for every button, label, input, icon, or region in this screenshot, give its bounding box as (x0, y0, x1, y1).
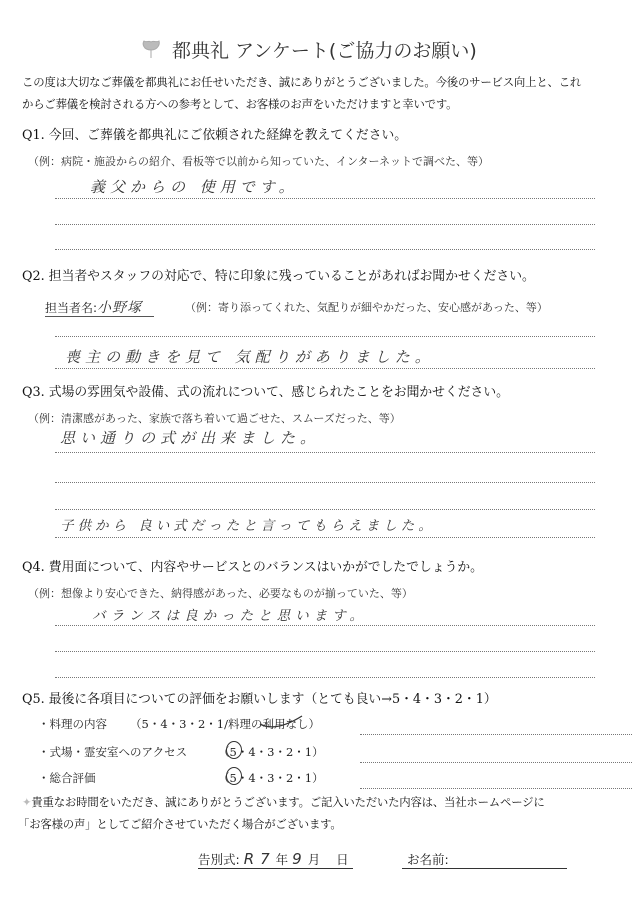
rating-scale-access[interactable]: （5・4・3・2・1） (218, 745, 324, 759)
selection-mark-food (256, 714, 306, 730)
answer-line (55, 677, 595, 678)
ceremony-date-field[interactable] (198, 850, 353, 868)
answer-line (55, 509, 595, 510)
intro-line-1: この度は大切なご葬儀を都典礼にお任せいただき、誠にありがとうございました。今後のサービス向上と、これ (22, 75, 582, 89)
answer-line (55, 336, 595, 337)
q3-answer-1[interactable]: 思い通りの式が出来ました。 (60, 429, 321, 447)
month-value: 9 (292, 850, 304, 868)
name-label: お名前: (407, 852, 449, 867)
comment-line (360, 762, 632, 763)
answer-line (55, 651, 595, 652)
answer-line (55, 249, 595, 250)
answer-line (55, 452, 595, 453)
thanks-text-1: 貴重なお時間をいただき、誠にありがとうございます。ご記入いただいた内容は、当社ホームページに (31, 795, 545, 809)
staff-name-field[interactable] (45, 297, 154, 317)
staff-name: 小野塚 (97, 300, 143, 316)
month-label: 月 (307, 852, 321, 867)
page-title: 都典礼 アンケート(ご協力のお願い) (172, 40, 477, 62)
selected-circle-5 (226, 741, 242, 759)
q4-question: Q4. 費用面について、内容やサービスとのバランスはいかがでしたでしょうか。 (22, 560, 483, 575)
ginkgo-leaf-icon (140, 38, 162, 60)
thanks-line-1 (22, 794, 626, 810)
selected-circle-5 (226, 767, 242, 785)
q2-question: Q2. 担当者やスタッフの対応で、特に印象に残っていることがあればお聞かせください。 (22, 269, 535, 284)
rating-label-overall: ・総合評価 (38, 771, 96, 785)
q4-example: （例：想像より安心できた、納得感があった、必要なものが揃っていた、等） (28, 587, 413, 600)
answer-line (55, 368, 595, 369)
ceremony-label: 告別式: (198, 852, 240, 867)
q4-answer[interactable]: バランスは良かったと思います。 (92, 608, 369, 624)
answer-line (55, 625, 595, 626)
q1-answer[interactable]: 義父からの 使用です。 (90, 178, 299, 196)
rating-scale-food[interactable]: （5・4・3・2・1/料理の利用なし） (130, 717, 320, 731)
sparkle-icon: ✦ (22, 795, 32, 809)
rating-label-food: ・料理の内容 (38, 717, 107, 731)
q5-question: Q5. 最後に各項目についての評価をお願いします（とても良い→5・4・3・2・1） (22, 692, 497, 707)
answer-line (55, 482, 595, 483)
answer-line (55, 224, 595, 225)
thanks-line-2: 「お客様の声」としてご紹介させていただく場合がございます。 (18, 817, 342, 831)
name-field[interactable] (402, 850, 567, 869)
staff-label: 担当者名: (45, 301, 98, 315)
q3-answer-2[interactable]: 子供から 良い式だったと言ってもらえました。 (60, 518, 436, 534)
year-value: 7 (260, 850, 272, 868)
answer-line (55, 198, 595, 199)
rating-scale-overall[interactable]: （5・4・3・2・1） (218, 771, 324, 785)
rating-label-access: ・式場・霊安室へのアクセス (38, 745, 188, 759)
q3-example: （例：清潔感があった、家族で落ち着いて過ごせた、スムーズだった、等） (28, 412, 401, 425)
q2-example: （例：寄り添ってくれた、気配りが細やかだった、安心感があった、等） (185, 301, 548, 314)
q1-example: （例：病院・施設からの紹介、看板等で以前から知っていた、インターネットで調べた、等） (28, 155, 490, 168)
answer-line (55, 537, 595, 538)
day-label: 日 (336, 852, 349, 867)
comment-line (360, 788, 632, 789)
era-value: R (243, 850, 257, 868)
year-label: 年 (275, 852, 289, 867)
comment-line (360, 734, 632, 735)
q1-question: Q1. 今回、ご葬儀を都典礼にご依頼された経緯を教えてください。 (22, 128, 408, 143)
intro-line-2: からご葬儀を検討される方への参考として、お客様のお声をいただけますと幸いです。 (22, 97, 458, 111)
q3-question: Q3. 式場の雰囲気や設備、式の流れについて、感じられたことをお聞かせください。 (22, 385, 509, 400)
q2-answer[interactable]: 喪主の動きを見て 気配りがありました。 (65, 348, 435, 366)
